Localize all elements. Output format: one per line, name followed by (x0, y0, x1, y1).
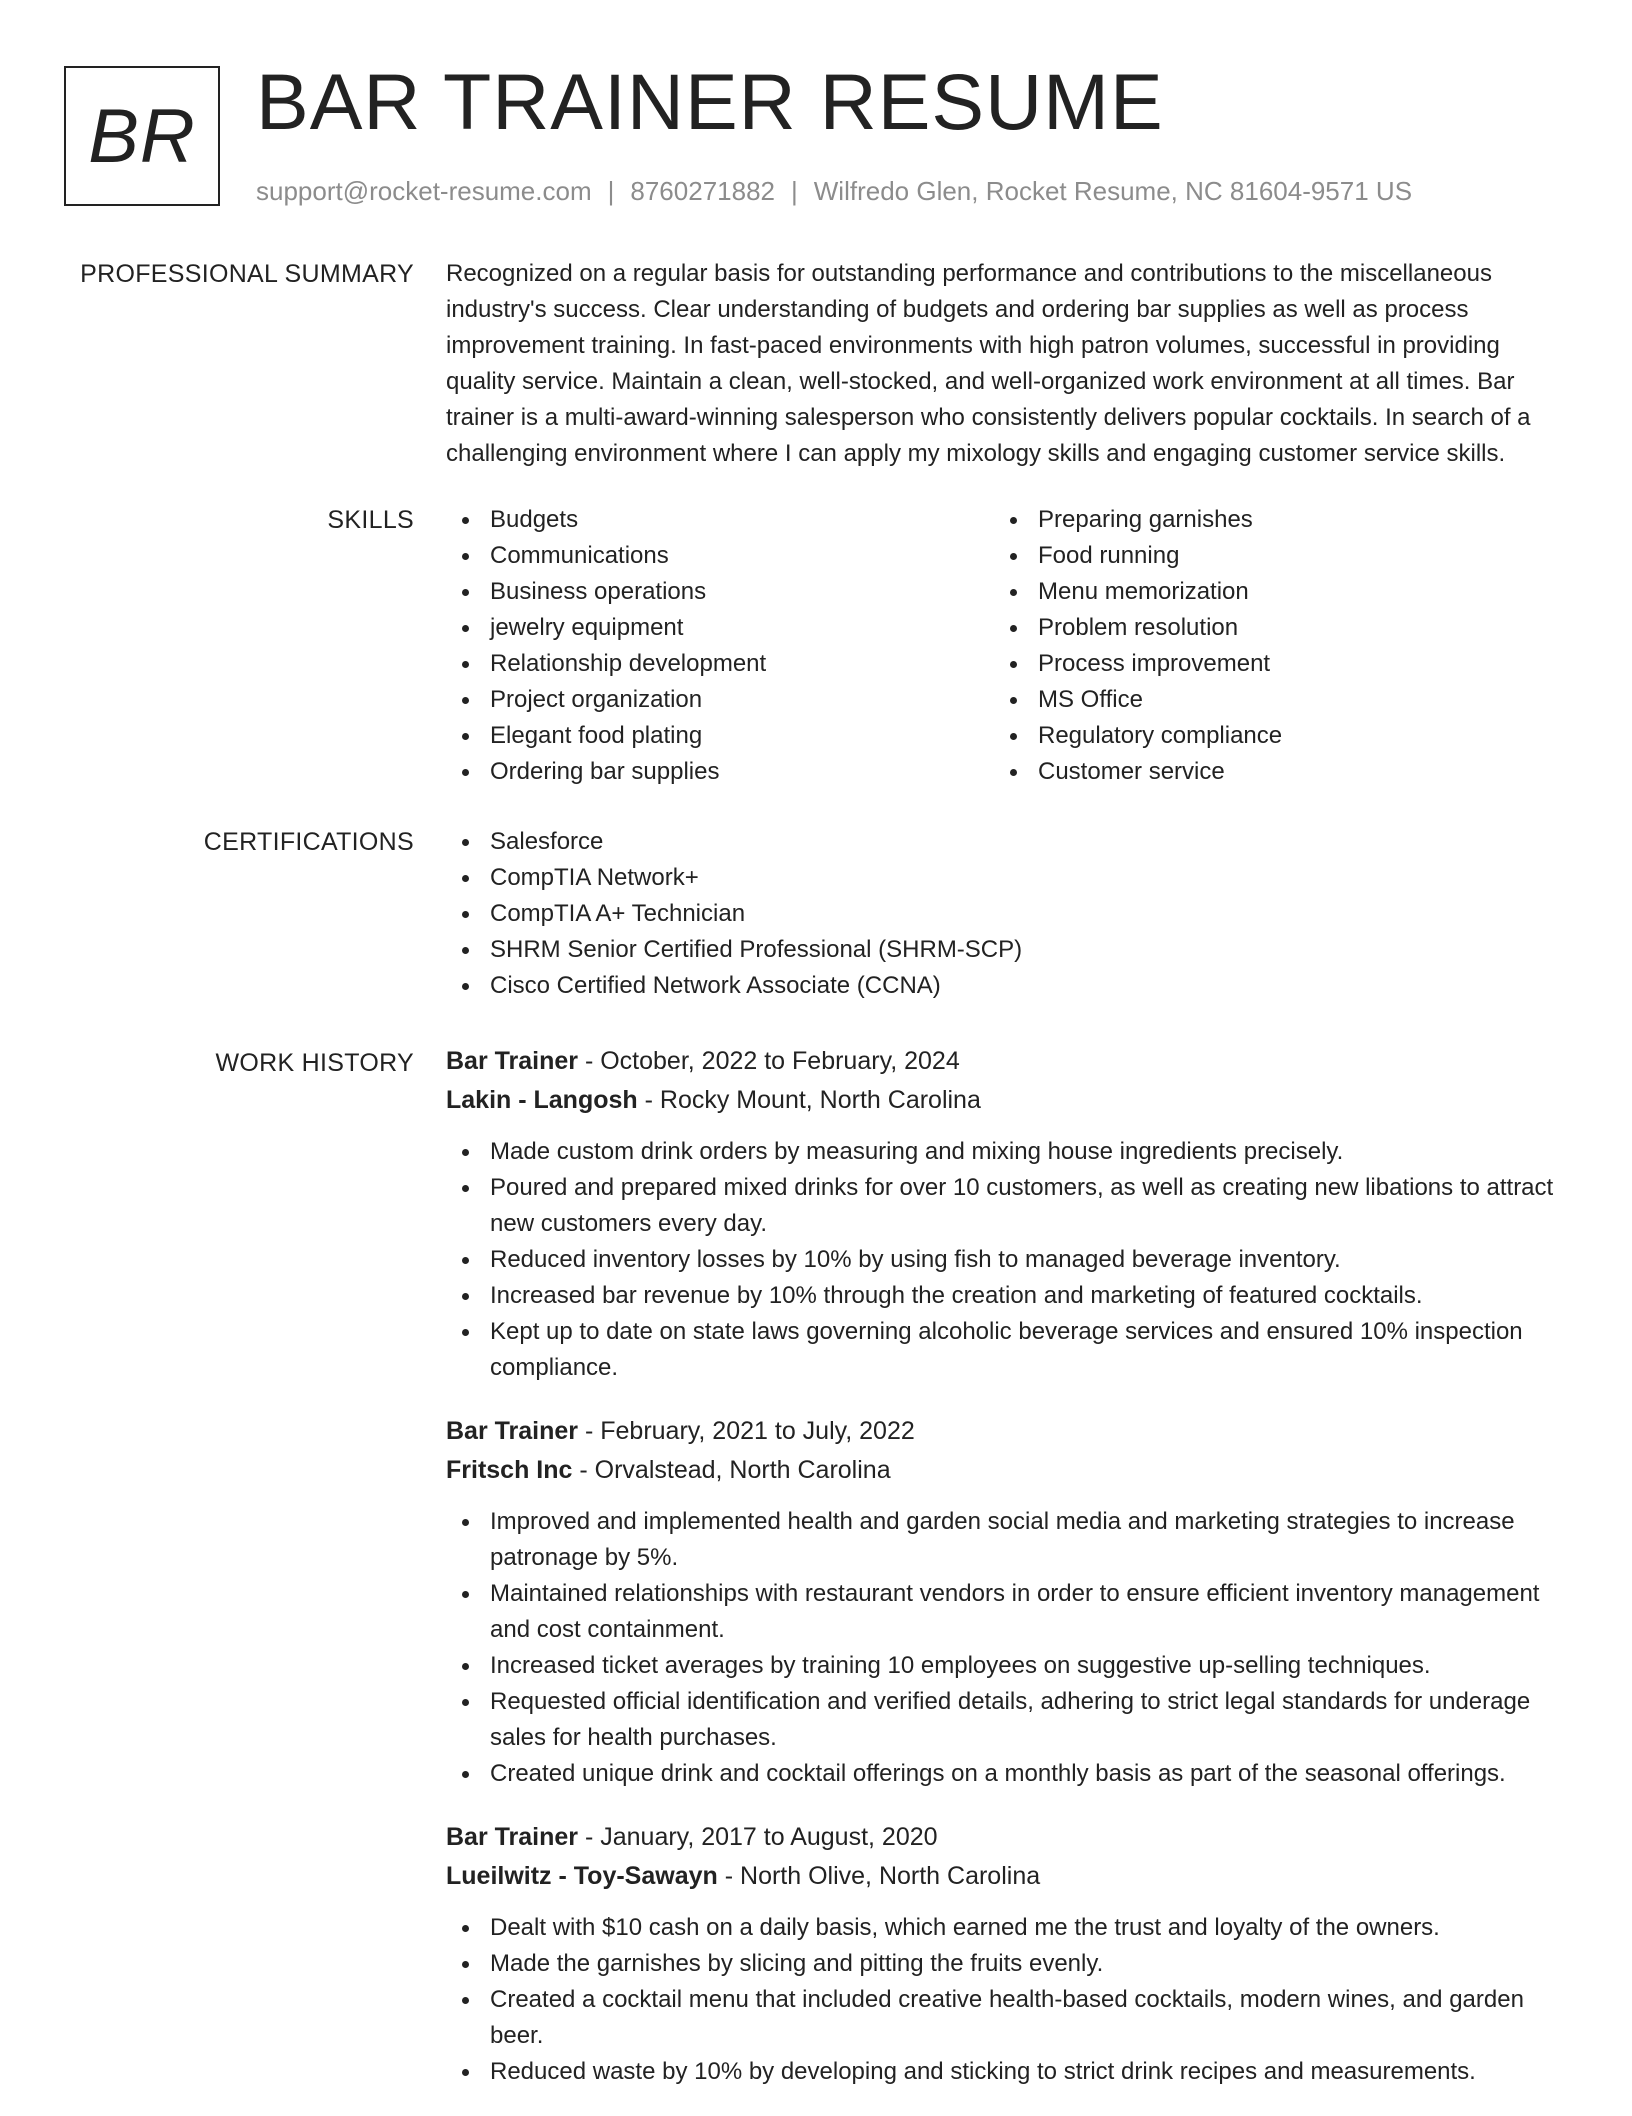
certification-item: CompTIA A+ Technician (446, 896, 1570, 932)
job-bullets (446, 1504, 1570, 1792)
job-bullet: Made custom drink orders by measuring and mixing house ingredients precisely. (446, 1134, 1570, 1170)
job-bullet: Improved and implemented health and garden social media and marketing strategies to increase patronage by 5%. (446, 1504, 1570, 1576)
job-location: Orvalstead, North Carolina (594, 1456, 891, 1484)
job-entry (446, 1412, 1570, 1792)
certification-item: Salesforce (446, 824, 1570, 860)
job-bullet: Created a cocktail menu that included creative health-based cocktails, modern wines, and garden beer. (446, 1982, 1570, 2054)
skill-item: Budgets (446, 502, 994, 538)
job-title: Bar Trainer (446, 1417, 579, 1445)
skill-item: Relationship development (446, 646, 994, 682)
job-bullet: Requested official identification and verified details, adhering to strict legal standards for underage sales for health purchases. (446, 1684, 1570, 1756)
skill-item: Regulatory compliance (994, 718, 1542, 754)
job-bullet: Maintained relationships with restaurant vendors in order to ensure efficient inventory management and cost containment. (446, 1576, 1570, 1648)
job-title: Bar Trainer (446, 1823, 579, 1851)
skills-body (446, 502, 1570, 790)
skill-item: jewelry equipment (446, 610, 994, 646)
skill-item: Process improvement (994, 646, 1542, 682)
job-bullets (446, 1910, 1570, 2090)
job-bullet: Kept up to date on state laws governing alcoholic beverage services and ensured 10% inspection compliance. (446, 1314, 1570, 1386)
job-title-line: Bar Trainer - January, 2017 to August, 2020 (446, 1823, 938, 1851)
job-company-line: Fritsch Inc - Orvalstead, North Carolina (446, 1456, 891, 1484)
monogram-initials: BR (88, 93, 196, 179)
job-dates: January, 2017 to August, 2020 (600, 1823, 938, 1851)
certification-item: CompTIA Network+ (446, 860, 1570, 896)
certifications-body (446, 824, 1570, 1004)
job-dates: October, 2022 to February, 2024 (600, 1047, 960, 1075)
contact-phone: 8760271882 (630, 176, 775, 206)
summary-label: PROFESSIONAL SUMMARY (80, 260, 414, 288)
job-bullet: Increased ticket averages by training 10 employees on suggestive up-selling techniques. (446, 1648, 1570, 1684)
certification-item: Cisco Certified Network Associate (CCNA) (446, 968, 1570, 1004)
contact-separator: | (607, 176, 615, 206)
job-title: Bar Trainer (446, 1047, 579, 1075)
job-location: North Olive, North Carolina (740, 1862, 1041, 1890)
job-title-line: Bar Trainer - October, 2022 to February, 2024 (446, 1047, 960, 1075)
skills-list-left (446, 502, 994, 790)
skill-item: Preparing garnishes (994, 502, 1542, 538)
skill-item: Customer service (994, 754, 1542, 790)
skills-list-right (994, 502, 1542, 790)
resume-title: BAR TRAINER RESUME (256, 57, 1164, 146)
job-bullet: Created unique drink and cocktail offerings on a monthly basis as part of the seasonal offerings. (446, 1756, 1570, 1792)
job-title-line: Bar Trainer - February, 2021 to July, 2022 (446, 1417, 915, 1445)
job-company: Lakin - Langosh (446, 1086, 638, 1114)
summary-text: Recognized on a regular basis for outstanding performance and contributions to the miscellaneous industry's success. Clear understanding of budgets and ordering bar supplies as well as process improvement training. In fast-paced environments with high patron volumes, successful in providing quality service. Maintain a clean, well-stocked, and well-organized work environment at all times. Bar trainer is a multi-award-winning salesperson who consistently delivers popular cocktails. In search of a challenging environment where I can apply my mixology skills and engaging customer service skills. (446, 260, 1531, 467)
certifications-label: CERTIFICATIONS (203, 828, 414, 856)
skill-item: Ordering bar supplies (446, 754, 994, 790)
job-bullet: Increased bar revenue by 10% through the creation and marketing of featured cocktails. (446, 1278, 1570, 1314)
skill-item: Elegant food plating (446, 718, 994, 754)
monogram-box (64, 66, 220, 206)
job-bullet: Dealt with $10 cash on a daily basis, which earned me the trust and loyalty of the owners. (446, 1910, 1570, 1946)
job-bullet: Reduced waste by 10% by developing and sticking to strict drink recipes and measurements. (446, 2054, 1570, 2090)
skill-item: Menu memorization (994, 574, 1542, 610)
contact-separator: | (791, 176, 798, 206)
job-company: Lueilwitz - Toy-Sawayn (446, 1862, 718, 1890)
contact-email: support@rocket-resume.com (256, 176, 592, 206)
skill-item: Business operations (446, 574, 994, 610)
job-entry (446, 1042, 1570, 1386)
job-bullet: Made the garnishes by slicing and pitting the fruits evenly. (446, 1946, 1570, 1982)
skill-item: Problem resolution (994, 610, 1542, 646)
work-history-label: WORK HISTORY (215, 1049, 414, 1077)
job-location: Rocky Mount, North Carolina (659, 1086, 981, 1114)
certification-item: SHRM Senior Certified Professional (SHRM-SCP) (446, 932, 1570, 968)
skill-item: Food running (994, 538, 1542, 574)
skill-item: Project organization (446, 682, 994, 718)
skill-item: Communications (446, 538, 994, 574)
job-company-line: Lueilwitz - Toy-Sawayn - North Olive, North Carolina (446, 1862, 1041, 1890)
job-bullet: Reduced inventory losses by 10% by using fish to managed beverage inventory. (446, 1242, 1570, 1278)
work-history-body (446, 1042, 1570, 2116)
job-bullet: Poured and prepared mixed drinks for over 10 customers, as well as creating new libations to attract new customers every day. (446, 1170, 1570, 1242)
job-company-line: Lakin - Langosh - Rocky Mount, North Carolina (446, 1086, 981, 1114)
summary-body (446, 256, 1570, 472)
job-company: Fritsch Inc (446, 1456, 573, 1484)
skill-item: MS Office (994, 682, 1542, 718)
certifications-list (446, 824, 1570, 1004)
job-dates: February, 2021 to July, 2022 (600, 1417, 915, 1445)
job-entry (446, 1818, 1570, 2090)
skills-label: SKILLS (327, 506, 414, 534)
contact-address: Wilfredo Glen, Rocket Resume, NC 81604-9571 US (813, 176, 1413, 206)
contact-line (256, 174, 1412, 208)
job-bullets (446, 1134, 1570, 1386)
